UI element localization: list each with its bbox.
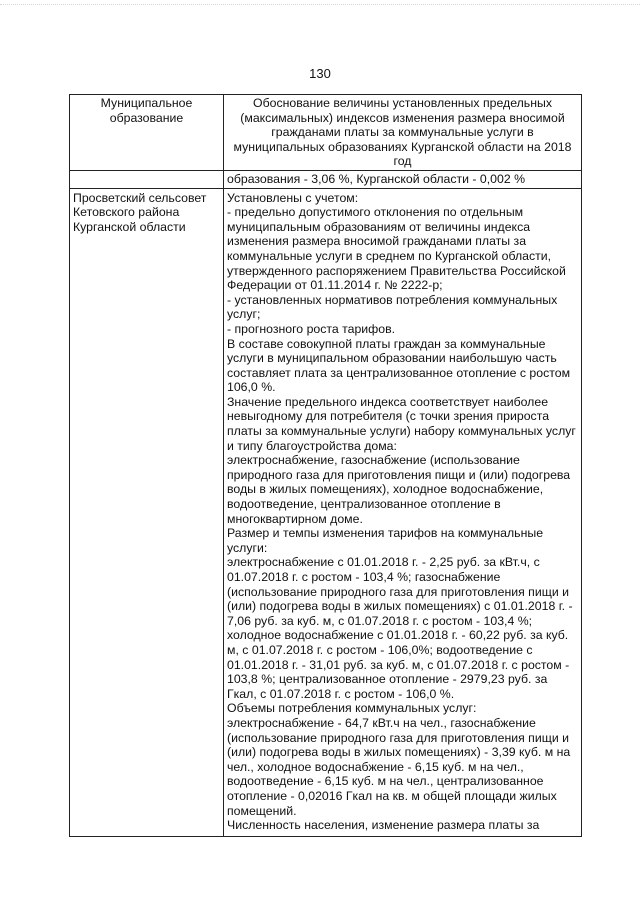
continuation-row: [70, 170, 582, 188]
paragraph: В составе совокупной платы граждан за коммунальные услуги в муниципальном образовании наибольшую часть составляет плата за централизованное отопление с ростом 106,0 %.: [227, 336, 571, 395]
continuation-text: образования - 3,06 %, Курганской области - 0,002 %: [224, 170, 582, 188]
paragraph: Объемы потребления коммунальных услуг:: [227, 701, 477, 716]
paragraph: электроснабжение с 01.01.2018 г. - 2,25 руб. за кВт.ч, с 01.07.2018 г. с ростом - 103,4 %; газоснабжение (использование природного газа для приготовления пищи и (или) подогрева воды в жилых помещениях) с 01.01.2018 г. - 7,06 руб. за куб. м, с 01.07.2018 г. с ростом - 103,4 %; холодное водоснабжение с 01.01.2018 г. - 60,22 руб. за куб. м, с 01.07.2018 г. с ростом - 106,0%; водоотведение с 01.01.2018 г. - 31,01 руб. за куб. м, с 01.07.2018 г. с ростом - 103,8 %; централизованное отопление - 2979,23 руб. за Гкал, с 01.07.2018 г. с ростом - 106,0 %.: [227, 555, 573, 701]
paragraph: - установленных нормативов потребления коммунальных услуг;: [227, 292, 558, 322]
table-header-row: [70, 95, 582, 171]
continuation-empty-cell: [70, 170, 224, 188]
header-municipality: Муниципальное образование: [70, 95, 224, 171]
table-row: [70, 188, 582, 836]
paragraph: - прогнозного роста тарифов.: [227, 321, 396, 336]
municipality-name: Просветский сельсовет Кетовского района Курганской области: [70, 188, 224, 836]
paragraph: Значение предельного индекса соответствует наиболее невыгодному для потребителя (с точки зрения прироста платы за коммунальные услуги) набору коммунальных услуг и типу благоустройства дома:: [227, 394, 576, 453]
justification-text: [227, 191, 578, 836]
paragraph: - предельно допустимого отклонения по отдельным муниципальным образованиям от величины индекса изменения размера вносимой гражданами платы за коммунальные услуги в среднем по Курганской области, утвержденного распоряжением Правительства Российской Федерации от 01.11.2014 г. № 2222-р;: [227, 205, 566, 293]
paragraph: Размер и темпы изменения тарифов на коммунальные услуги:: [227, 526, 544, 555]
justification-cell: [224, 188, 582, 836]
justification-table: [69, 94, 582, 837]
page-number: 130: [309, 66, 331, 81]
paragraph: Установлены с учетом:: [227, 190, 359, 205]
scan-edge: [0, 4, 640, 7]
header-justification: Обоснование величины установленных предельных (максимальных) индексов изменения размера вносимой гражданами платы за коммунальные услуги в муниципальных образованиях Курганской области на 2018 год: [224, 95, 582, 171]
paragraph: Численность населения, изменение размера платы за: [227, 818, 540, 833]
paragraph: электроснабжение - 64,7 кВт.ч на чел., газоснабжение (использование природного газа для приготовления пищи и (или) подогрева воды в жилых помещениях) - 3,39 куб. м на чел., холодное водоснабжение - 6,15 куб. м на чел., водоотведение - 6,15 куб. м на чел., централизованное отопление - 0,02016 Гкал на кв. м общей площади жилых помещений.: [227, 715, 571, 818]
paragraph: электроснабжение, газоснабжение (использование природного газа для приготовления пищи и (или) подогрева воды в жилых помещениях), холодное водоснабжение, водоотведение, централизованное отопление в многоквартирном доме.: [227, 453, 571, 526]
